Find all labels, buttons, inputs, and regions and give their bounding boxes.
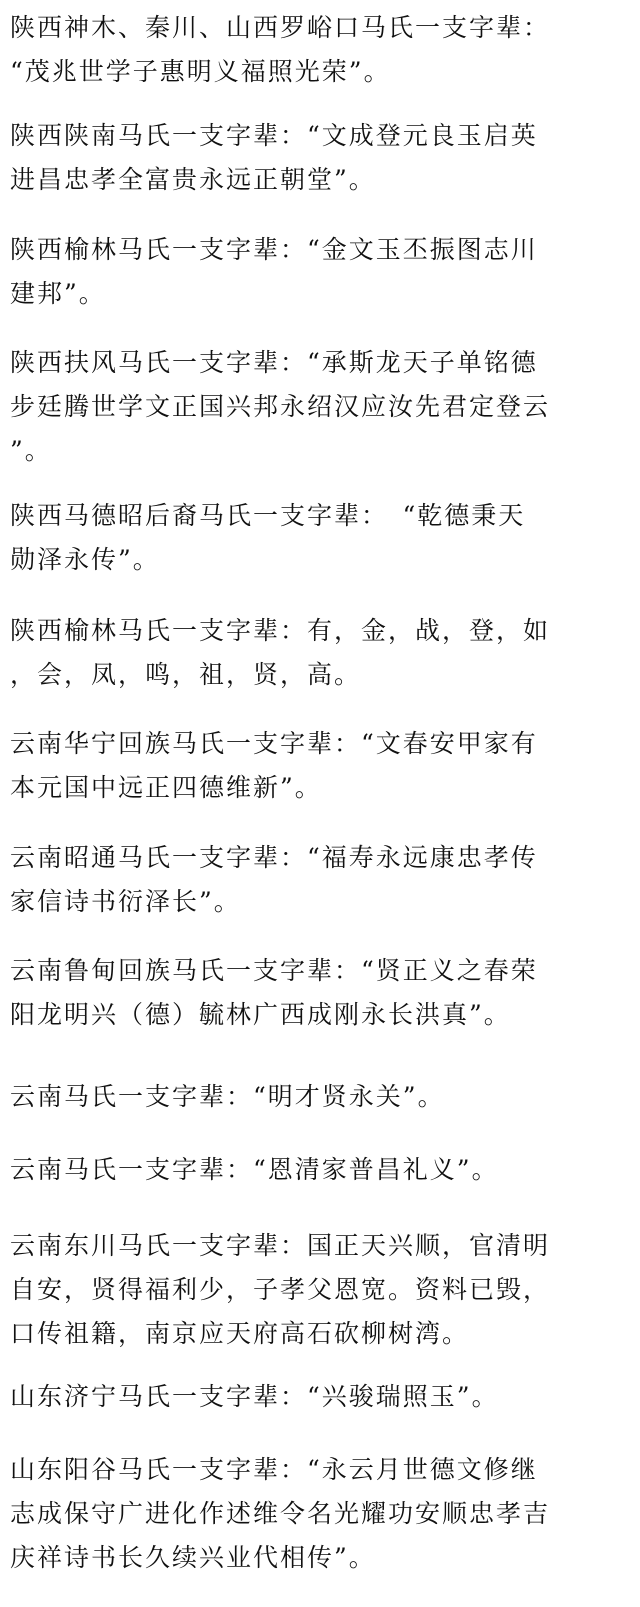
paragraph-ma-dezhao bbox=[10, 494, 630, 582]
paragraph-yunnan-2 bbox=[10, 1148, 630, 1192]
paragraph-zhaotong bbox=[10, 836, 630, 924]
paragraph-line: 云南华宁回族马氏一支字辈：“文春安甲家有 bbox=[10, 729, 538, 758]
paragraph-line: “茂兆世学子惠明义福照光荣”。 bbox=[10, 57, 391, 86]
paragraph-line: ”。 bbox=[10, 436, 52, 465]
paragraph-line: 陕西神木、秦川、山西罗峪口马氏一支字辈： bbox=[10, 13, 551, 42]
paragraph-line: 志成保守广进化作述维令名光耀功安顺忠孝吉 bbox=[10, 1499, 551, 1528]
paragraph-line: 家信诗书衍泽长”。 bbox=[10, 887, 241, 916]
paragraph-line: 云南马氏一支字辈：“明才贤永关”。 bbox=[10, 1082, 445, 1111]
paragraph-line: 云南马氏一支字辈：“恩清家普昌礼义”。 bbox=[10, 1155, 499, 1184]
paragraph-line: 本元国中远正四德维新”。 bbox=[10, 773, 322, 802]
paragraph-line: 进昌忠孝全富贵永远正朝堂”。 bbox=[10, 165, 376, 194]
paragraph-line: 步廷腾世学文正国兴邦永绍汉应汝先君定登云 bbox=[10, 392, 551, 421]
paragraph-yanggu bbox=[10, 1448, 630, 1580]
paragraph-line: ，会，凤，鸣，祖，贤，高。 bbox=[10, 660, 362, 689]
paragraph-line: 云南鲁甸回族马氏一支字辈：“贤正义之春荣 bbox=[10, 956, 538, 985]
paragraph-fufeng bbox=[10, 341, 630, 473]
paragraph-line: 勋泽永传”。 bbox=[10, 545, 160, 574]
paragraph-line: 云南昭通马氏一支字辈：“福寿永远康忠孝传 bbox=[10, 843, 538, 872]
paragraph-line: 陕西陕南马氏一支字辈：“文成登元良玉启英 bbox=[10, 121, 538, 150]
paragraph-shenmu-qinchuan bbox=[10, 6, 630, 94]
paragraph-line: 山东阳谷马氏一支字辈：“永云月世德文修继 bbox=[10, 1455, 538, 1484]
paragraph-line: 建邦”。 bbox=[10, 279, 106, 308]
paragraph-line: 陕西榆林马氏一支字辈：有，金，战，登，如 bbox=[10, 616, 551, 645]
paragraph-yulin-2 bbox=[10, 609, 630, 697]
paragraph-line: 自安，贤得福利少，子孝父恩宽。资料已毁， bbox=[10, 1275, 551, 1304]
paragraph-ludian bbox=[10, 949, 630, 1037]
paragraph-huaning bbox=[10, 722, 630, 810]
paragraph-yunnan-1 bbox=[10, 1075, 630, 1119]
paragraph-yulin-1 bbox=[10, 228, 630, 316]
paragraph-line: 陕西马德昭后裔马氏一支字辈： “乾德秉天 bbox=[10, 501, 526, 530]
paragraph-jining bbox=[10, 1375, 630, 1419]
paragraph-line: 云南东川马氏一支字辈：国正天兴顺，官清明 bbox=[10, 1231, 551, 1260]
paragraph-line: 山东济宁马氏一支字辈：“兴骏瑞照玉”。 bbox=[10, 1382, 499, 1411]
paragraph-line: 庆祥诗书长久续兴业代相传”。 bbox=[10, 1543, 376, 1572]
paragraph-line: 陕西扶风马氏一支字辈：“承斯龙天子单铭德 bbox=[10, 348, 538, 377]
paragraph-line: 陕西榆林马氏一支字辈：“金文玉丕振图志川 bbox=[10, 235, 538, 264]
paragraph-shaannan bbox=[10, 114, 630, 202]
paragraph-line: 口传祖籍，南京应天府高石砍柳树湾。 bbox=[10, 1319, 470, 1348]
paragraph-line: 阳龙明兴（德）毓林广西成刚永长洪真”。 bbox=[10, 1000, 511, 1029]
paragraph-dongchuan bbox=[10, 1224, 630, 1356]
